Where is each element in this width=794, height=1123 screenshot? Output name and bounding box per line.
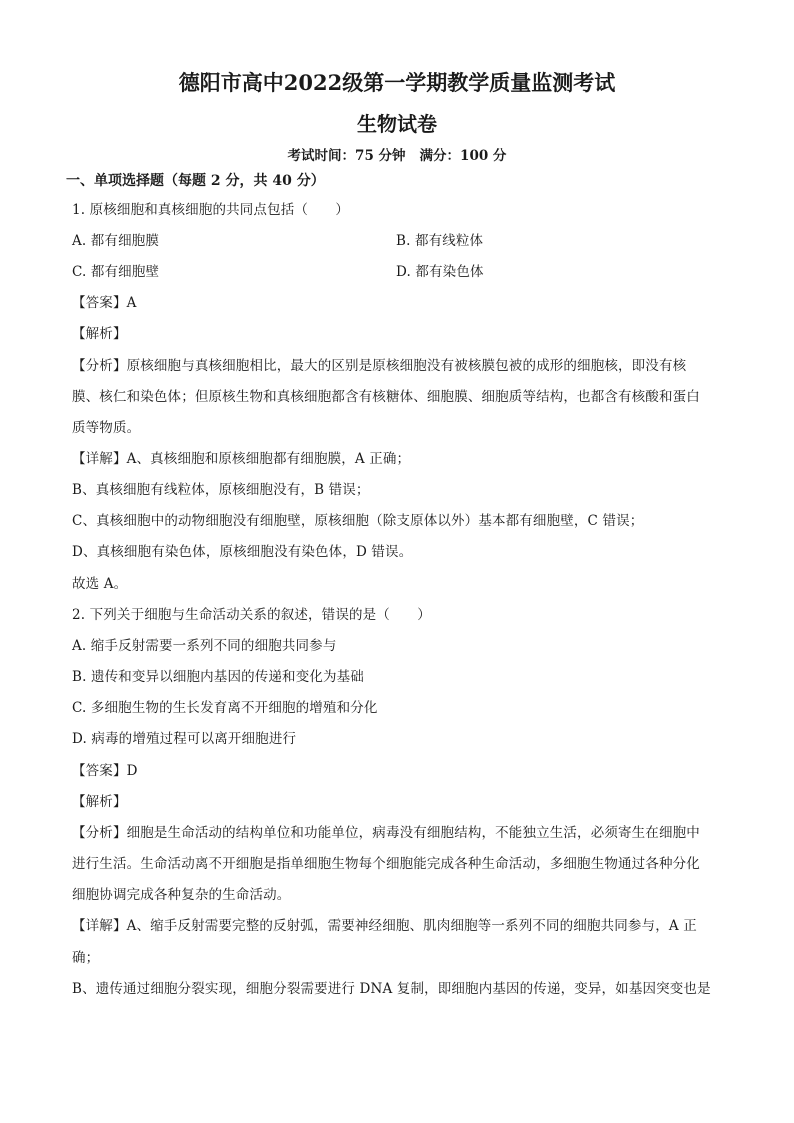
question-2-analysis-line: 进行生活。生命活动离不开细胞是指单细胞生物每个细胞能完成各种生命活动，多细胞生物通过各种分化: [72, 856, 700, 872]
exam-title: 德阳市高中2022级第一学期教学质量监测考试: [178, 70, 616, 95]
question-1-analysis-line: 【分析】原核细胞与真核细胞相比，最大的区别是原核细胞没有被核膜包被的成形的细胞核，即没有核: [72, 358, 687, 374]
question-2-analysis-label: 【解析】: [72, 794, 127, 810]
question-1-stem: 1. 原核细胞和真核细胞的共同点包括（ ）: [72, 202, 349, 218]
question-2-detail-line: 【详解】A、缩手反射需要完整的反射弧，需要神经细胞、肌肉细胞等一系列不同的细胞共同参与，A 正: [72, 918, 697, 934]
question-2-option-d: D. 病毒的增殖过程可以离开细胞进行: [72, 731, 297, 747]
question-1-option-c: C. 都有细胞壁: [72, 264, 160, 280]
question-2-analysis-line: 【分析】细胞是生命活动的结构单位和功能单位，病毒没有细胞结构，不能独立生活，必须寄生在细胞中: [72, 825, 700, 841]
question-1-answer: 【答案】A: [72, 295, 137, 311]
question-2-answer: 【答案】D: [72, 763, 138, 779]
question-1-detail-line: 故选 A。: [72, 576, 128, 592]
exam-score: 满分：100 分: [419, 148, 507, 164]
question-1-option-d: D. 都有染色体: [396, 264, 484, 280]
question-1-analysis-line: 膜、核仁和染色体；但原核生物和真核细胞都含有核糖体、细胞膜、细胞质等结构，也都含有核酸和蛋白: [72, 389, 700, 405]
question-2-analysis-line: 细胞协调完成各种复杂的生命活动。: [72, 887, 291, 903]
exam-subtitle: 生物试卷: [357, 112, 437, 136]
question-2-detail-line: 确；: [72, 950, 100, 966]
question-1-option-b: B. 都有线粒体: [396, 233, 484, 249]
question-2-detail-line: B、遗传通过细胞分裂实现，细胞分裂需要进行 DNA 复制，即细胞内基因的传递，变异，如基因突变也是: [72, 981, 711, 997]
question-1-analysis-line: 质等物质。: [72, 420, 141, 436]
question-1-analysis-label: 【解析】: [72, 326, 127, 342]
exam-time: 考试时间：75 分钟: [287, 148, 406, 164]
question-2-option-a: A. 缩手反射需要一系列不同的细胞共同参与: [72, 638, 337, 654]
question-2-stem: 2. 下列关于细胞与生命活动关系的叙述，错误的是（ ）: [72, 607, 431, 623]
section-heading: 一、单项选择题（每题 2 分，共 40 分）: [66, 173, 325, 189]
question-1-detail-line: 【详解】A、真核细胞和原核细胞都有细胞膜，A 正确；: [72, 451, 411, 467]
question-1-option-a: A. 都有细胞膜: [72, 233, 160, 249]
question-1-detail-line: B、真核细胞有线粒体，原核细胞没有，B 错误；: [72, 482, 370, 498]
question-1-detail-line: C、真核细胞中的动物细胞没有细胞壁，原核细胞（除支原体以外）基本都有细胞壁，C 错误；: [72, 513, 644, 529]
exam-meta: [0, 147, 794, 165]
question-2-option-c: C. 多细胞生物的生长发育离不开细胞的增殖和分化: [72, 700, 378, 716]
question-2-option-b: B. 遗传和变异以细胞内基因的传递和变化为基础: [72, 669, 364, 685]
question-1-detail-line: D、真核细胞有染色体，原核细胞没有染色体，D 错误。: [72, 544, 413, 560]
